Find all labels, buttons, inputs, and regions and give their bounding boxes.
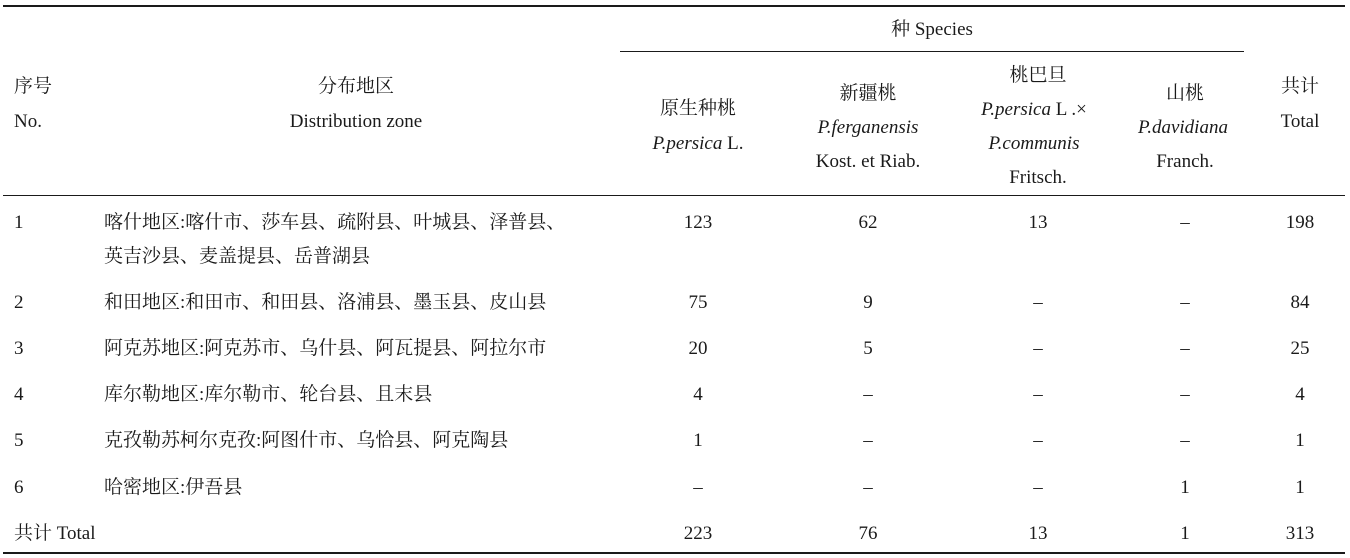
- table-top-rule: [3, 5, 1345, 7]
- row-3-val-2: 5: [863, 338, 873, 359]
- zone-header-cn: 分布地区: [317, 76, 395, 97]
- row-5-val-3: –: [1033, 430, 1043, 451]
- row-3-total: 25: [1290, 338, 1310, 359]
- row-4-total: 4: [1295, 384, 1305, 405]
- row-5-total: 1: [1295, 430, 1305, 451]
- total-row-val-1: 223: [683, 523, 713, 544]
- zone-header-en: Distribution zone: [289, 111, 423, 132]
- row-1-val-2: 62: [858, 212, 878, 233]
- species-2-author: Kost. et Riab.: [815, 151, 921, 172]
- species-4-latin: P.davidiana: [1138, 117, 1228, 138]
- species-3-cn: 桃巴旦: [1009, 65, 1067, 86]
- row-1-zone: 喀什地区:喀什市、莎车县、疏附县、叶城县、泽普县、: [104, 212, 566, 233]
- row-3-val-1: 20: [688, 338, 708, 359]
- total-row-grand-total: 313: [1285, 523, 1315, 544]
- row-2-total: 84: [1290, 292, 1310, 313]
- species-1-cn: 原生种桃: [659, 98, 737, 119]
- total-header-en: Total: [1280, 111, 1320, 132]
- row-4-val-1: 4: [693, 384, 703, 405]
- row-4-val-2: –: [863, 384, 873, 405]
- row-4-zone: 库尔勒地区:库尔勒市、轮台县、且末县: [104, 384, 433, 405]
- row-2-val-2: 9: [863, 292, 873, 313]
- row-6-no: 6: [14, 477, 24, 498]
- row-1-zone-cont: 英吉沙县、麦盖提县、岳普湖县: [104, 246, 371, 267]
- row-2-val-4: –: [1180, 292, 1190, 313]
- total-row-label: 共计 Total: [14, 523, 96, 544]
- row-4-val-4: –: [1180, 384, 1190, 405]
- row-4-val-3: –: [1033, 384, 1043, 405]
- total-row-val-3: 13: [1028, 523, 1048, 544]
- row-2-val-1: 75: [688, 292, 708, 313]
- table-bottom-rule: [3, 552, 1345, 554]
- row-5-no: 5: [14, 430, 24, 451]
- row-5-zone: 克孜勒苏柯尔克孜:阿图什市、乌恰县、阿克陶县: [104, 430, 509, 451]
- row-1-val-3: 13: [1028, 212, 1048, 233]
- species-2-cn: 新疆桃: [839, 83, 897, 104]
- total-header-cn: 共计: [1280, 76, 1320, 97]
- species-3-latin2: P.communis: [988, 133, 1080, 154]
- species-group-rule: [620, 51, 1244, 52]
- species-group-header: 种 Species: [891, 19, 973, 40]
- row-2-zone: 和田地区:和田市、和田县、洛浦县、墨玉县、皮山县: [104, 292, 547, 313]
- row-1-val-4: –: [1180, 212, 1190, 233]
- species-2-latin: P.ferganensis: [817, 117, 919, 138]
- species-4-author: Franch.: [1156, 151, 1214, 172]
- total-row-val-4: 1: [1180, 523, 1190, 544]
- row-4-no: 4: [14, 384, 24, 405]
- row-2-no: 2: [14, 292, 24, 313]
- species-3-latin: P.persica L .×: [981, 99, 1087, 120]
- row-1-val-1: 123: [683, 212, 713, 233]
- row-3-val-3: –: [1033, 338, 1043, 359]
- total-row-val-2: 76: [858, 523, 878, 544]
- row-5-val-4: –: [1180, 430, 1190, 451]
- row-3-no: 3: [14, 338, 24, 359]
- species-3-author2: Fritsch.: [1009, 167, 1067, 188]
- row-2-val-3: –: [1033, 292, 1043, 313]
- no-header-cn: 序号: [14, 76, 53, 97]
- header-bottom-rule: [3, 195, 1345, 196]
- row-6-zone: 哈密地区:伊吾县: [104, 477, 243, 498]
- no-header-en: No.: [14, 111, 42, 132]
- row-5-val-1: 1: [693, 430, 703, 451]
- row-1-no: 1: [14, 212, 24, 233]
- row-1-total: 198: [1285, 212, 1315, 233]
- row-6-total: 1: [1295, 477, 1305, 498]
- row-6-val-1: –: [693, 477, 703, 498]
- row-6-val-4: 1: [1180, 477, 1190, 498]
- row-6-val-3: –: [1033, 477, 1043, 498]
- row-5-val-2: –: [863, 430, 873, 451]
- row-3-zone: 阿克苏地区:阿克苏市、乌什县、阿瓦提县、阿拉尔市: [104, 338, 547, 359]
- species-4-cn: 山桃: [1165, 83, 1205, 104]
- species-1-latin: P.persica L.: [652, 133, 744, 154]
- row-3-val-4: –: [1180, 338, 1190, 359]
- row-6-val-2: –: [863, 477, 873, 498]
